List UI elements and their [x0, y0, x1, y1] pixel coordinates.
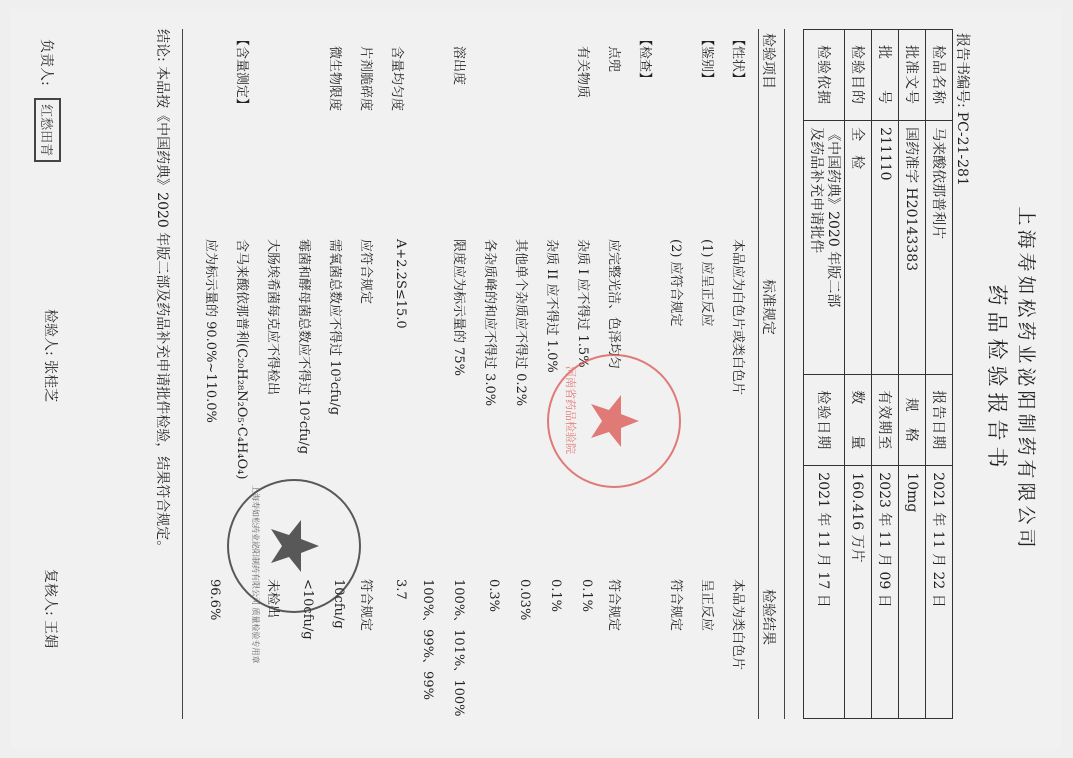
- expiry-label: 有效期至: [872, 375, 899, 466]
- row-result: 0.1%: [579, 579, 594, 613]
- row-standard: 应完整光洁、色泽均匀: [606, 239, 621, 370]
- basis-label: 检验依据: [804, 30, 845, 121]
- row-item: 片剂脆碎度: [358, 33, 373, 112]
- test-date-value: 2021 年 11 月 17 日: [804, 466, 845, 719]
- quantity-label: 数 量: [845, 375, 872, 466]
- quality-seal: [227, 479, 361, 664]
- row-result: <10cfu/g: [300, 579, 315, 640]
- row-standard: 各杂质峰的和应不得过 3.0%: [482, 239, 497, 407]
- row-result: 本品为类白色片: [730, 579, 745, 671]
- batch-value: 211110: [872, 121, 899, 375]
- product-label: 检品名称: [926, 30, 953, 121]
- conclusion: [153, 29, 173, 554]
- tester-signature: [41, 309, 61, 402]
- report-date-value: 2021 年 11 月 22 日: [926, 466, 953, 719]
- row-result: 0.1%: [548, 579, 563, 613]
- row-standard: 霉菌和酵母菌总数应不得过 10²cfu/g: [296, 239, 311, 455]
- info-row: [926, 30, 953, 719]
- row-standard: A+2.2S≤15.0: [393, 239, 408, 329]
- conclusion-text: 本品按《中国药典》2020 年版二部及药品补充申请批件检验，结果符合规定。: [154, 66, 170, 555]
- row-item: 微生物限度: [327, 33, 342, 112]
- row-standard: 杂质 I 应不得过 1.5%: [575, 239, 590, 368]
- info-row: [845, 30, 872, 719]
- row-standard: (2) 应符合规定: [668, 239, 683, 327]
- row-result: 符合规定: [358, 579, 373, 632]
- row-item: 【含量测定】: [234, 33, 249, 112]
- header-rule-bottom: [758, 29, 759, 719]
- info-table: [803, 29, 953, 719]
- row-standard: 限度应为标示量的 75%: [451, 239, 466, 377]
- conclusion-label: 结论:: [154, 29, 170, 62]
- row-result: 100%、101%、100%: [451, 579, 466, 717]
- red-seal-text: 河南省药品检验院: [564, 366, 577, 454]
- red-seal: [547, 354, 681, 488]
- row-item: 【检查】: [637, 33, 652, 86]
- approval-label: 批准文号: [899, 30, 926, 121]
- info-row: [872, 30, 899, 719]
- approval-value: 国药准字 H20143383: [899, 121, 926, 375]
- row-result: 0.3%: [486, 579, 501, 613]
- reviewer-label: 复核人:: [42, 569, 58, 616]
- row-standard: 其他单个杂质应不得过 0.2%: [513, 239, 528, 407]
- report-title: 药品检验报告书: [985, 284, 1009, 474]
- row-result: 符合规定: [606, 579, 621, 632]
- row-item: 【鉴别】: [699, 33, 714, 86]
- row-item: 含量均匀度: [389, 33, 404, 112]
- head-label: 负责人:: [38, 39, 54, 86]
- product-value: 马来酸依那普利片: [926, 121, 953, 375]
- spec-label: 规 格: [899, 375, 926, 466]
- row-result: 3.7: [393, 579, 408, 600]
- report-paper: [11, 9, 1061, 749]
- quantity-value: 160.416 万片: [845, 466, 872, 719]
- row-standard: 含马来酸依那普利(C₂₀H₂₈N₂O₅·C₄H₄O₄): [234, 239, 249, 480]
- spec-value: 10mg: [899, 466, 926, 719]
- row-result: 未检出: [265, 579, 280, 619]
- purpose-label: 检验目的: [845, 30, 872, 121]
- basis-line-2: 及药品补充申请批件: [808, 127, 824, 254]
- test-date-label: 检验日期: [804, 375, 845, 466]
- report-date-label: 报告日期: [926, 375, 953, 466]
- quality-seal-text: 上海寿如松药业泌阳制药有限公司 质量检验专用章: [251, 485, 260, 664]
- row-standard: 大肠埃希菌每克应不得检出: [265, 239, 280, 396]
- col-header-result: 检验结果: [760, 589, 776, 645]
- row-standard: 需氧菌总数应不得过 10³cfu/g: [327, 239, 342, 416]
- row-result: 100%、99%、99%: [420, 579, 435, 700]
- info-row: [804, 30, 845, 719]
- batch-label: 批 号: [872, 30, 899, 121]
- report-number-label: 报告书编号:: [954, 33, 970, 108]
- row-standard: 应为标示量的 90.0%~110.0%: [203, 239, 218, 423]
- head-signature: [34, 39, 61, 162]
- row-standard: 本品应为白色片或类白色片: [730, 239, 745, 396]
- tester-name: 张桂芝: [42, 360, 58, 403]
- basis-line-1: 《中国药典》2020 年版二部: [825, 127, 841, 308]
- row-standard: (1) 应呈正反应: [699, 239, 714, 327]
- basis-value: [804, 121, 845, 375]
- row-result: 10cfu/g: [331, 579, 346, 629]
- quality-seal-star-icon: [229, 481, 359, 611]
- report-number-value: PC-21-281: [954, 111, 970, 186]
- purpose-value: 全 检: [845, 121, 872, 375]
- company-name: 上海寿如松药业泌阳制药有限公司: [1015, 206, 1037, 552]
- report-number: [953, 29, 973, 186]
- expiry-value: 2023 年 11 月 09 日: [872, 466, 899, 719]
- row-result: 呈正反应: [699, 579, 714, 632]
- row-item: 溶出度: [451, 33, 466, 86]
- head-name-stamp: 红愁田青: [34, 98, 61, 162]
- row-standard: 杂质 II 应不得过 1.0%: [544, 239, 559, 373]
- row-item: 点兜: [606, 33, 621, 73]
- row-result: 符合规定: [668, 579, 683, 632]
- reviewer-name: 王娟: [42, 620, 58, 649]
- info-row: [899, 30, 926, 719]
- reviewer-signature: [41, 569, 61, 648]
- row-item: 有关物质: [575, 33, 590, 99]
- row-result: 96.6%: [207, 579, 222, 621]
- header-rule-top: [784, 29, 785, 719]
- tester-label: 检验人:: [42, 309, 58, 356]
- row-result: 0.03%: [517, 579, 532, 621]
- col-header-item: 检验项目: [760, 33, 776, 89]
- col-header-standard: 标准规定: [760, 279, 776, 335]
- conclusion-rule: [182, 29, 183, 719]
- row-item: 【性状】: [730, 33, 745, 86]
- row-standard: 应符合规定: [358, 239, 373, 305]
